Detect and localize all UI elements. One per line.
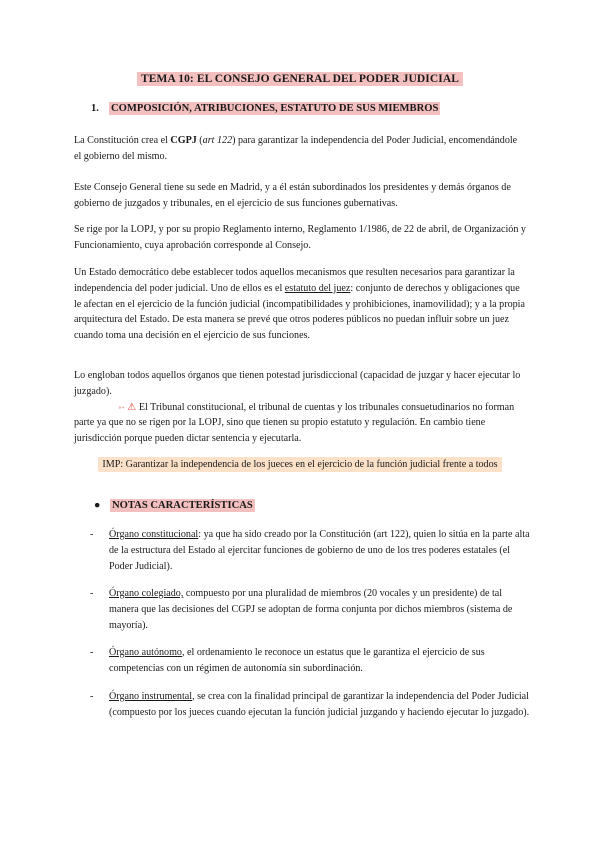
section-heading-text: NOTAS CARACTERÍSTICAS	[112, 500, 253, 511]
section-heading-text: COMPOSICIÓN, ATRIBUCIONES, ESTATUTO DE SUS MIEMBROS	[111, 103, 439, 114]
arrow-icon: ➳	[118, 402, 125, 412]
section-number: 1.	[91, 103, 99, 114]
cgpj-bold: CGPJ	[170, 135, 197, 146]
section-heading-1	[91, 103, 440, 114]
note-term: Órgano autónomo	[109, 647, 182, 658]
warning-icon: ⚠	[127, 401, 137, 413]
section-heading-2	[94, 500, 255, 511]
paragraph-organos: Lo engloban todos aquellos órganos que tienen potestad jurisdiccional (capacidad de juzgar y hacer ejecutar lo juzgado). ➳ ⚠ El Tribunal constitucional, el tribunal de cuentas y los tribunales consuetudinarios no forman parte ya que no se rigen por la LOPJ, sino que tienen su propio estatuto y regulación. En cambio tiene jurisdicción porque pueden dictar sentencia y ejecutarla.	[74, 370, 521, 445]
note-term: Órgano colegiado,	[109, 588, 184, 599]
bullet-icon: ●	[94, 500, 101, 511]
document-title: TEMA 10: EL CONSEJO GENERAL DEL PODER JUDICIAL	[137, 72, 463, 86]
paragraph-sede: Este Consejo General tiene su sede en Madrid, y a él están subordinados los presidentes y demás órganos de gobierno de juzgados y tribunales, en el ejercicio de sus funciones gubernativas.	[74, 182, 511, 209]
paragraph-lopj: Se rige por la LOPJ, y por su propio Reglamento interno, Reglamento 1/1986, de 22 de abril, de Organización y Funcionamiento, cuya aprobación corresponde al Consejo.	[74, 224, 526, 251]
note-term: Órgano constitucional	[109, 529, 199, 540]
paragraph-cgpj-intro: La Constitución crea el CGPJ (art 122) para garantizar la independencia del Poder Judicial, encomendándole el gobierno del mismo.	[74, 135, 518, 162]
article-reference: art 122	[202, 135, 233, 146]
list-item: - Órgano instrumental, se crea con la finalidad principal de garantizar la independencia del Poder Judicial (compuesto por los jueces cuando ejecutan la función judicial juzgando y haciendo ejecutar lo juzgado).	[90, 691, 530, 718]
imp-note: IMP: Garantizar la independencia de los jueces en el ejercicio de la función judicial frente a todos	[98, 457, 501, 472]
note-term: Órgano instrumental	[109, 691, 193, 702]
paragraph-estatuto: Un Estado democrático debe establecer todos aquellos mecanismos que resulten necesarios para garantizar la independencia del poder judicial. Uno de ellos es el estatuto del juez: conjunto de derechos y obligaciones que le afectan en el ejercicio de la función judicial (incompatibilidades y prohibiciones, inamovilidad); y a la propia arquitectura del Estado. De esta manera se prevé que otros poderes públicos no puedan influir sobre un juez cuando toma una decisión en el ejercicio de sus funciones.	[74, 267, 525, 342]
estatuto-del-juez-term: estatuto del juez	[284, 282, 351, 294]
imp-note-container	[0, 454, 600, 472]
list-item: - Órgano constitucional: ya que ha sido creado por la Constitución (art 122), quien lo sitúa en la parte alta de la estructura del Estado al ejercitar funciones de gobierno de uno de los tres poderes estatales (el Poder Judicial).	[90, 529, 530, 572]
list-item: - Órgano autónomo, el ordenamiento le reconoce un estatus que le garantiza el ejercicio de sus competencias con un régimen de autonomía sin subordinación.	[90, 647, 485, 674]
title-container	[0, 69, 600, 87]
list-item: - Órgano colegiado, compuesto por una pluralidad de miembros (20 vocales y un presidente) de tal manera que las decisiones del CGPJ se adoptan de forma conjunta por dichos miembros (sistema de mayoría).	[90, 588, 513, 631]
warning-note: ➳ ⚠ El Tribunal constitucional, el tribunal de cuentas y los tribunales consuetudinarios no forman parte ya que no se rigen por la LOPJ, sino que tienen su propio estatuto y regulación. En cambio tiene jurisdicción porque pueden dictar sentencia y ejecutarla.	[74, 401, 515, 445]
